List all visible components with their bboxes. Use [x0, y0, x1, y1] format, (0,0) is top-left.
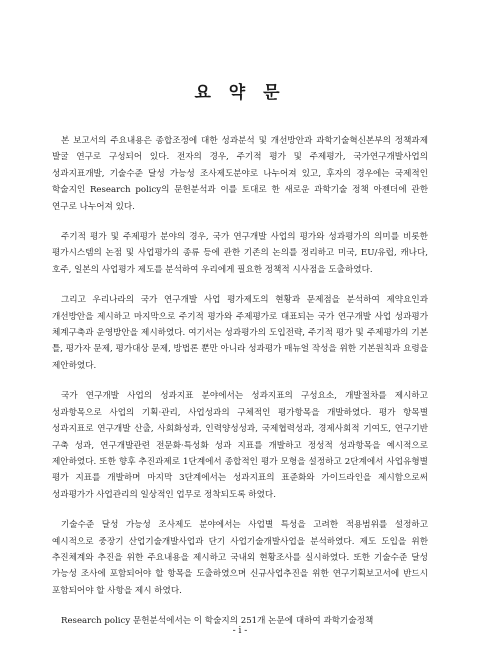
paragraph-literature-analysis: Research policy 문헌분석에서는 이 학술지의 251개 논문에 대하여 과학기술정책: [61, 616, 374, 627]
page-number: - i -: [232, 626, 248, 636]
paragraph-periodic-evaluation: 주기적 평가 및 주제평가 분야의 경우, 국가 연구개발 사업의 평가와 성과평가의 의미를 비롯한 평가시스템의 논점 및 사업평가의 종류 등에 관한 기존의 논의를 정리하고 미국, EU/유럽, 캐나다, 호주, 일본의 사업평가 제도를 분석하여 우리에게 필요한 정책적 시사점을 도출하였다.: [52, 232, 428, 275]
paragraph-technology-level: 기술수준 달성 가능성 조사제도 분야에서는 사업별 특성을 고려한 적용범위를 설정하고 예시적으로 중장기 산업기술개발사업과 단기 사업기술개발사업을 분석하였다. 제도 도입을 위한 추진체계와 추진을 위한 주요내용을 제시하고 국내외 현황조사를 실시하였다. 또한 기술수준 달성 가능성 조사에 포함되어야 할 항목을 도출하였으며 신규사업추진을 위한 연구기획보고서에 반드시 포함되어야 할 사항을 제시 하였다.: [52, 520, 428, 596]
paragraph-overview: 본 보고서의 주요내용은 종합조정에 대한 성과분석 및 개선방안과 과학기술혁신본부의 정책과제 발굴 연구로 구성되어 있다. 전자의 경우, 주기적 평가 및 주제평가, 국가연구개발사업의 성과지표개발, 기술수준 달성 가능성 조사제도분야로 나누어져 있고, 후자의 경우에는 국제적인 학술지인 Research policy의 문헌분석과 이를 토대로 한 새로운 과학기술 정책 아젠더에 관한 연구로 나누어져 있다.: [52, 136, 428, 212]
paragraph-domestic-system: 그리고 우리나라의 국가 연구개발 사업 평가제도의 현황과 문제점을 분석하여 제약요인과 개선방안을 제시하고 마지막으로 주기적 평가와 주제평가로 대표되는 국가 연구개발 사업 성과평가 체계구축과 운영방안을 제시하였다. 여기서는 성과평가의 도입전략, 주기적 평가 및 주제평가의 기본 틀, 평가자 문제, 평가대상 문제, 방법론 뿐만 아니라 성과평가 매뉴얼 작성을 위한 기본원칙과 요령을 제안하였다.: [52, 295, 428, 371]
paragraph-performance-indicators: 국가 연구개발 사업의 성과지표 분야에서는 성과지표의 구성요소, 개발절차를 제시하고 성과항목으로 사업의 기획·관리, 사업성과의 구체적인 평가항목을 개발하였다. 평가 항목별 성과지표로 연구개발 산출, 사회화성과, 인력양성성과, 국제협력성과, 경제사회적 기여도, 연구기반 구축 성과, 연구개발관련 전문화·특성화 성과 지표를 개발하고 정성적 성과항목을 예시적으로 제안하였다. 또한 향후 추진과제로 1단계에서 종합적인 평가 모형을 설정하고 2단계에서 사업유형별 평가 지표를 개발하며 마지막 3단계에서는 성과지표의 표준화와 가이드라인을 제시함으로써 성과평가가 사업관리의 일상적인 업무로 정착되도록 하였다.: [52, 391, 428, 500]
document-title: 요 약 문: [194, 83, 286, 103]
